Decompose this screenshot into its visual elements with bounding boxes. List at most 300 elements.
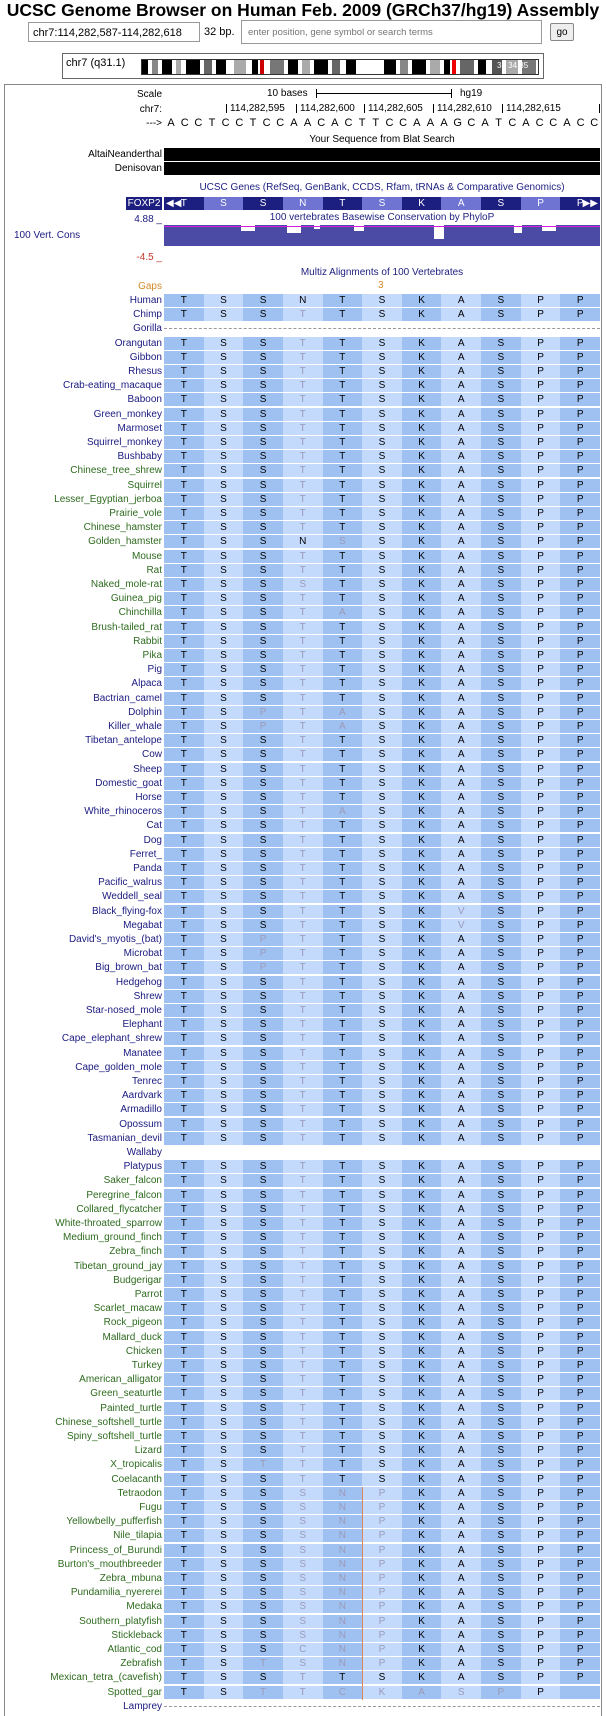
species-label[interactable]: Opossum [119,1118,162,1130]
species-label[interactable]: Coelacanth [111,1473,162,1485]
alignment-row [164,905,600,918]
alignment-cell: P [521,990,561,1003]
alignment-cell: S [362,649,402,662]
alignment-cell: K [402,834,442,847]
base: C [276,117,285,129]
alignment-cell: S [243,1004,283,1017]
species-label[interactable]: Peregrine_falcon [86,1189,162,1201]
alignment-cell: S [204,351,244,364]
alignment-cell: S [204,876,244,889]
gene-track[interactable]: ◀◀ T S S N T S K A S P P ▶▶ [166,198,598,209]
species-label[interactable]: Orangutan [114,337,162,349]
alignment-cell: S [204,1103,244,1116]
alignment-cell: A [441,393,481,406]
species-label[interactable]: American_alligator [79,1374,162,1386]
position-display[interactable]: chr7:114,282,587-114,282,618 [28,22,200,42]
alignment-cell: K [402,1047,442,1060]
alignment-cell: K [402,308,442,321]
alignment-cell: K [402,1132,442,1145]
alignment-cell: S [204,777,244,790]
species-label[interactable]: Zebra_finch [109,1246,162,1258]
species-label[interactable]: Lesser_Egyptian_jerboa [54,493,162,505]
species-label[interactable]: Dolphin [128,706,162,718]
ideogram-band [430,60,440,74]
alignment-cell: P [560,1132,600,1145]
species-label[interactable]: Yellowbelly_pufferfish [66,1516,162,1528]
alignment-cell: T [323,791,363,804]
alignment-cell: T [323,294,363,307]
alignment-cell: S [243,1089,283,1102]
alignment-cell: N [323,1572,363,1585]
species-label[interactable]: Crab-eating_macaque [63,380,162,392]
amino-acid: A [441,197,481,210]
alignment-cell: S [243,1544,283,1557]
alignment-cell: S [243,848,283,861]
species-label[interactable]: Human [129,295,162,306]
alignment-cell: P [560,1671,600,1684]
alignment-cell: S [481,1544,521,1557]
alignment-cell: S [481,1160,521,1173]
ideogram-label: chr7 (q31.1) [66,57,126,69]
species-label[interactable]: Marmoset [117,422,162,434]
alignment-cell: S [243,1615,283,1628]
alignment-cell: T [164,1075,204,1088]
alignment-cell: A [441,635,481,648]
species-label[interactable]: Atlantic_cod [107,1644,162,1655]
alignment-cell: P [481,1686,521,1699]
species-label[interactable]: Cape_golden_mole [75,1061,162,1073]
alignment-row [164,1075,600,1088]
alignment-cell: K [402,791,442,804]
species-label[interactable]: Green_seaturtle [90,1388,162,1400]
alignment-row [164,436,600,449]
alignment-cell: P [560,621,600,634]
alignment-cell: N [323,1501,363,1514]
alignment-cell: A [441,422,481,435]
species-label[interactable]: Medaka [126,1601,162,1613]
species-label[interactable]: Princess_of_Burundi [69,1544,162,1556]
species-label[interactable]: Panda [133,863,162,874]
species-label[interactable]: Collared_flycatcher [76,1203,162,1215]
alignment-cell: S [362,947,402,960]
alignment-cell: T [283,692,323,705]
species-label[interactable]: Killer_whale [108,721,162,732]
species-label[interactable]: Lamprey [123,1700,162,1712]
species-label[interactable]: Bactrian_camel [93,692,162,704]
species-label[interactable]: Spiny_softshell_turtle [66,1431,162,1442]
alignment-cell: S [243,1274,283,1287]
species-label[interactable]: Cow [141,749,162,761]
species-label[interactable]: X_tropicalis [110,1459,162,1471]
alignment-cell: P [521,550,561,563]
species-label[interactable]: Nile_tilapia [113,1530,162,1542]
species-label[interactable]: Squirrel_monkey [86,437,162,448]
alignment-cell: T [164,1473,204,1486]
alignment-cell: T [283,819,323,832]
species-label[interactable]: Armadillo [120,1104,162,1116]
alignment-cell: P [560,961,600,974]
alignment-cell: P [521,763,561,776]
coord-tick [433,104,434,113]
alignment-cell: T [283,422,323,435]
species-label[interactable]: Chinchilla [118,607,162,619]
species-label[interactable]: Prairie_vole [109,508,162,519]
alignment-cell: S [243,763,283,776]
alignment-cell: S [481,393,521,406]
base: C [590,117,599,129]
alignment-cell: S [481,1047,521,1060]
scale-assembly: hg19 [460,88,483,99]
species-label[interactable]: Tetraodon [117,1487,162,1499]
alignment-row [164,1544,600,1557]
alignment-cell: K [402,1430,442,1443]
alignment-row [164,1444,600,1457]
coord-label: 114,282,610 [437,103,492,114]
alignment-cell: T [323,1373,363,1386]
alignment-cell: P [521,1075,561,1088]
species-label[interactable]: Medium_ground_finch [63,1232,162,1244]
alignment-cell: A [441,1160,481,1173]
alignment-cell: S [204,663,244,676]
alignment-row [164,1047,600,1060]
alignment-cell: S [204,1047,244,1060]
alignment-cell: T [164,961,204,974]
alignment-cell: P [521,791,561,804]
alignment-cell: K [402,1302,442,1315]
go-button[interactable]: go [550,23,574,41]
species-label[interactable]: Guinea_pig [110,593,162,605]
alignment-cell: T [323,592,363,605]
alignment-cell: A [441,1643,481,1656]
alignment-cell: T [164,1529,204,1542]
species-label[interactable]: Sheep [133,763,162,775]
species-label[interactable]: Wallaby [126,1147,162,1158]
species-label[interactable]: Pacific_walrus [98,877,162,889]
alignment-cell: P [560,834,600,847]
alignment-cell: K [402,337,442,350]
alignment-cell: K [402,692,442,705]
alignment-cell: T [323,408,363,421]
alignment-cell: T [283,791,323,804]
species-label[interactable]: Baboon [127,394,162,406]
alignment-cell: T [323,1189,363,1202]
species-label[interactable]: Rat [146,564,162,576]
alignment-cell: S [362,564,402,577]
alignment-cell: T [283,493,323,506]
species-label[interactable]: Tasmanian_devil [87,1132,162,1144]
species-label[interactable]: Chimp [133,309,162,321]
alignment-cell: S [362,1032,402,1045]
alignment-cell: S [243,1373,283,1386]
alignment-cell: T [323,422,363,435]
alignment-cell: A [441,1274,481,1287]
alignment-cell: T [164,1671,204,1684]
strand-label: ---> [146,118,162,129]
alignment-cell: S [362,677,402,690]
alignment-cell: T [323,1075,363,1088]
alignment-cell: S [481,1217,521,1230]
species-label[interactable]: Chinese_tree_shrew [70,465,162,477]
species-label[interactable]: Horse [135,792,162,803]
alignment-cell: P [521,1274,561,1287]
species-label[interactable]: Gibbon [129,351,162,363]
ideogram-band [152,60,158,74]
species-label[interactable]: Bushbaby [117,451,162,463]
alignment-cell: S [204,905,244,918]
alignment-cell: S [204,1089,244,1102]
ideogram-band [314,60,328,74]
species-label[interactable]: Stickleback [111,1629,162,1641]
alignment-cell: T [164,1629,204,1642]
species-label[interactable]: Mallard_duck [102,1331,162,1343]
alignment-cell: S [362,763,402,776]
alignment-cell: T [164,1572,204,1585]
alignment-cell: S [481,763,521,776]
alignment-cell: S [204,479,244,492]
species-label[interactable]: Chicken [125,1345,162,1357]
alignment-cell: N [323,1544,363,1557]
species-label[interactable]: Zebra_mbuna [99,1573,162,1584]
species-label[interactable]: Saker_falcon [103,1175,162,1187]
alignment-row [164,848,600,861]
alignment-cell: A [441,1657,481,1670]
species-label[interactable]: Green_monkey [93,408,162,420]
species-label[interactable]: Scarlet_macaw [93,1303,162,1315]
alignment-cell: A [441,493,481,506]
alignment-cell: P [362,1586,402,1599]
alignment-cell: S [243,1643,283,1656]
species-label[interactable]: Rabbit [133,635,162,647]
alignment-cell: K [402,748,442,761]
alignment-cell: S [204,337,244,350]
alignment-cell: A [441,876,481,889]
species-label[interactable]: Lizard [134,1445,162,1457]
alignment-cell: S [204,550,244,563]
alignment-cell: S [243,464,283,477]
species-label[interactable]: Dog [143,834,162,846]
chromosome-ideogram[interactable] [62,53,544,79]
alignment-cell: P [521,1160,561,1173]
species-label[interactable]: Megabat [123,919,162,931]
species-label[interactable]: Big_brown_bat [95,962,162,974]
alignment-cell: T [164,1004,204,1017]
conservation-track[interactable] [164,225,600,246]
species-label[interactable]: Squirrel [127,479,162,491]
alignment-cell: P [521,1444,561,1457]
alignment-cell: K [402,621,442,634]
alignment-cell: P [560,1302,600,1315]
alignment-cell: S [481,919,521,932]
blat-track-bar[interactable] [164,162,600,175]
alignment-cell: T [283,748,323,761]
species-label[interactable]: Cat [146,820,162,832]
alignment-cell: A [441,933,481,946]
alignment-row [164,1032,600,1045]
species-label[interactable]: Alpaca [131,678,162,690]
species-label[interactable]: White_rhinoceros [84,806,162,818]
blat-track-bar[interactable] [164,148,600,161]
species-label[interactable]: Cape_elephant_shrew [61,1033,162,1045]
species-label[interactable]: Turkey [131,1360,162,1371]
amino-acid: P [576,198,584,209]
alignment-row [164,734,600,747]
species-label[interactable]: Pika [142,650,162,661]
blat-track-label[interactable]: Denisovan [114,163,162,174]
alignment-cell: S [362,1430,402,1443]
species-label[interactable]: Pig [147,664,162,676]
alignment-row [164,408,600,421]
alignment-cell: T [283,1316,323,1329]
alignment-cell: P [521,1501,561,1514]
alignment-cell: T [243,1686,283,1699]
alignment-cell: S [204,1416,244,1429]
alignment-cell: S [243,748,283,761]
species-label[interactable]: Gorilla [133,323,162,335]
alignment-cell: S [204,1629,244,1642]
blat-track-label[interactable]: AltaiNeanderthal [88,149,162,160]
alignment-cell: P [560,507,600,520]
alignment-cell: N [323,1586,363,1599]
cons-label[interactable]: 100 Vert. Cons [14,230,81,241]
alignment-cell: P [521,1189,561,1202]
species-label[interactable]: Mouse [131,550,162,562]
alignment-cell: T [323,763,363,776]
species-label[interactable]: Painted_turtle [100,1402,162,1414]
alignment-row [164,464,600,477]
alignment-cell: T [323,1231,363,1244]
species-label[interactable]: Chinese_softshell_turtle [55,1416,162,1428]
alignment-cell: S [481,1643,521,1656]
species-label[interactable]: David's_myotis_(bat) [68,934,162,945]
alignment-cell: T [164,308,204,321]
species-label[interactable]: Ferret_ [129,848,162,860]
alignment-cell: S [362,748,402,761]
species-label[interactable]: Spotted_gar [107,1686,162,1698]
species-label[interactable]: Zebrafish [120,1658,162,1670]
alignment-cell: T [323,777,363,790]
alignment-cell: S [362,450,402,463]
alignment-row [164,748,600,761]
alignment-cell: T [164,1189,204,1202]
amino-acid: P [521,197,561,210]
alignment-cell: S [243,1387,283,1400]
species-label[interactable]: Tibetan_ground_jay [73,1260,162,1272]
alignment-cell: T [283,337,323,350]
alignment-cell: P [521,535,561,548]
species-label[interactable]: Rhesus [128,366,162,377]
species-label[interactable]: Tibetan_antelope [85,735,162,747]
base: C [399,117,408,129]
species-label[interactable]: Parrot [134,1289,162,1300]
species-label[interactable]: Manatee [123,1047,162,1059]
alignment-cell: K [402,763,442,776]
base: C [221,117,230,129]
species-label[interactable]: Naked_mole-rat [90,579,162,590]
alignment-cell: K [402,1061,442,1074]
alignment-cell: S [204,805,244,818]
alignment-cell: P [560,1515,600,1528]
species-label[interactable]: White-throated_sparrow [55,1218,162,1229]
search-input[interactable] [241,20,542,44]
alignment-cell: K [402,450,442,463]
species-label[interactable]: Microbat [123,948,162,960]
alignment-row [164,1501,600,1514]
alignment-cell: S [362,1004,402,1017]
alignment-cell: P [521,379,561,392]
alignment-cell: T [164,805,204,818]
amino-acid: S [204,197,244,210]
alignment-cell: P [560,1572,600,1585]
species-label[interactable]: Golden_hamster [88,536,162,548]
species-label[interactable]: Weddell_seal [102,891,162,903]
alignment-cell: T [283,592,323,605]
alignment-cell: K [402,1558,442,1571]
alignment-cell: S [362,1118,402,1131]
ideogram-bar[interactable] [141,59,539,75]
alignment-cell: P [560,805,600,818]
alignment-row [164,592,600,605]
alignment-cell: K [402,990,442,1003]
alignment-cell: P [521,1643,561,1656]
alignment-cell: S [481,578,521,591]
species-label[interactable]: Mexican_tetra_(cavefish) [50,1672,162,1684]
alignment-cell: S [362,592,402,605]
species-label[interactable]: Southern_platyfish [79,1615,162,1627]
alignment-cell: A [441,1103,481,1116]
alignment-cell: S [204,493,244,506]
alignment-row [164,1700,600,1713]
species-label[interactable]: Star-nosed_mole [85,1005,162,1016]
base: A [303,117,312,129]
alignment-cell: S [481,819,521,832]
alignment-cell: A [441,763,481,776]
alignment-row [164,1373,600,1386]
alignment-row [164,1316,600,1329]
alignment-cell: S [441,1686,481,1699]
species-label[interactable]: Aardvark [121,1090,162,1102]
species-label[interactable]: Rock_pigeon [103,1317,162,1329]
species-label[interactable]: Burton's_mouthbreeder [57,1558,162,1570]
alignment-cell: S [283,1501,323,1514]
alignment-cell: S [243,1075,283,1088]
species-label[interactable]: Tenrec [131,1076,162,1087]
alignment-cell: P [560,337,600,350]
alignment-cell: K [402,947,442,960]
species-label[interactable]: Black_flying-fox [91,905,162,917]
alignment-row [164,862,600,875]
species-label[interactable]: Pundamilia_nyererei [70,1587,162,1599]
species-label[interactable]: Domestic_goat [95,777,162,789]
species-label[interactable]: Hedgehog [115,976,162,988]
alignment-cell: T [283,734,323,747]
alignment-cell: S [204,791,244,804]
species-label[interactable]: Fugu [139,1502,162,1513]
species-label[interactable]: Brush-tailed_rat [91,621,162,633]
species-label[interactable]: Elephant [122,1019,162,1031]
species-label[interactable]: Budgerigar [113,1274,162,1286]
alignment-cell: A [441,805,481,818]
alignment-cell: T [283,1231,323,1244]
species-label[interactable]: Shrew [133,990,162,1002]
gene-label-foxp2[interactable]: FOXP2 [127,198,161,209]
alignment-cell: K [402,422,442,435]
alignment-cell: A [441,677,481,690]
alignment-cell: K [402,1075,442,1088]
alignment-cell: P [521,1430,561,1443]
species-label[interactable]: Platypus [123,1161,162,1173]
species-label[interactable]: Chinese_hamster [83,522,162,534]
alignment-cell: P [521,1089,561,1102]
